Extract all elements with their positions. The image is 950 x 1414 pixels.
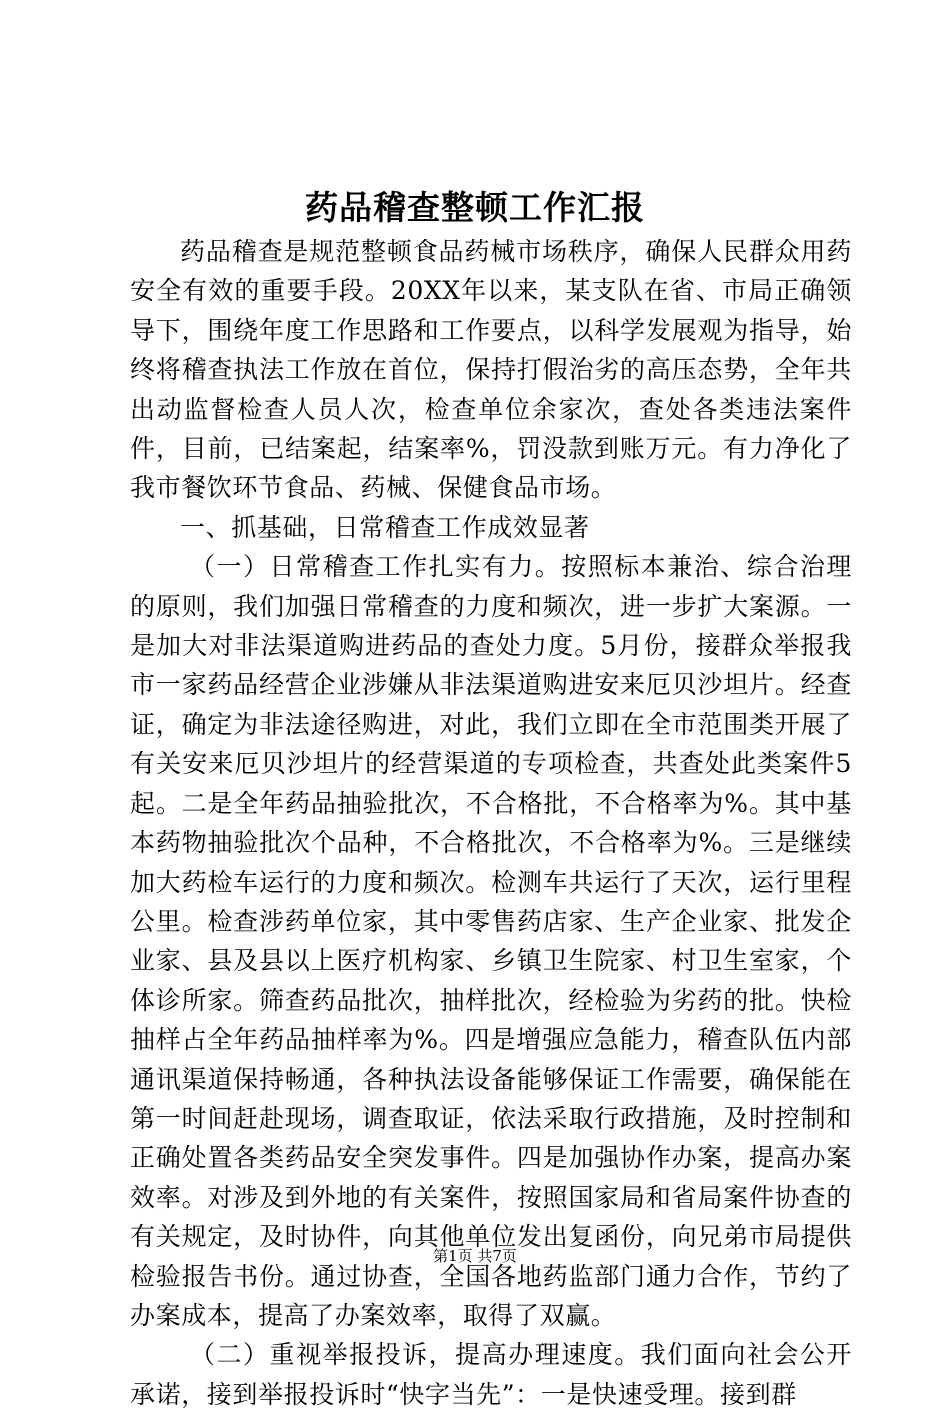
document-body (130, 232, 852, 1414)
paragraph-subsection-2: （二）重视举报投诉，提高办理速度。我们面向社会公开承诺，接到举报投诉时“快字当先”：一是快速受理。接到群 (130, 1340, 852, 1409)
paragraph-intro: 药品稽查是规范整顿食品药械市场秩序，确保人民群众用药安全有效的重要手段。20XX年以来，某支队在省、市局正确领导下，围绕年度工作思路和工作要点，以科学发展观为指导，始终将稽查执法工作放在首位，保持打假治劣的高压态势，全年共出动监督检查人员人次，检查单位余家次，查处各类违法案件件，目前，已结案起，结案率%，罚没款到账万元。有力净化了我市餐饮环节食品、药械、保健食品市场。 (130, 237, 852, 503)
document-title: 药品稽查整顿工作汇报 (305, 188, 645, 227)
paragraph-subsection-1: （一）日常稽查工作扎实有力。按照标本兼治、综合治理的原则，我们加强日常稽查的力度和频次，进一步扩大案源。一是加大对非法渠道购进药品的查处力度。5月份，接群众举报我市一家药品经营企业涉嫌从非法渠道购进安来厄贝沙坦片。经查证，确定为非法途径购进，对此，我们立即在全市范围类开展了有关安来厄贝沙坦片的经营渠道的专项检查，共查处此类案件5起。二是全年药品抽验批次，不合格批，不合格率为%。其中基本药物抽验批次个品种，不合格批次，不合格率为%。三是继续加大药检车运行的力度和频次。检测车共运行了天次，运行里程公里。检查涉药单位家，其中零售药店家、生产企业家、批发企业家、县及县以上医疗机构家、乡镇卫生院家、村卫生室家，个体诊所家。筛查药品批次，抽样批次，经检验为劣药的批。快检抽样占全年药品抽样率为%。四是增强应急能力，稽查队伍内部通讯渠道保持畅通，各种执法设备能够保证工作需要，确保能在第一时间赶赴现场，调查取证，依法采取行政措施，及时控制和正确处置各类药品安全突发事件。四是加强协作办案，提高办案效率。对涉及到外地的有关案件，按照国家局和省局案件协查的有关规定，及时协件，向其他单位发出复函份，向兄弟市局提供检验报告书份。通过协查，全国各地药监部门通力合作，节约了办案成本，提高了办案效率，取得了双赢。 (130, 552, 852, 1330)
page-footer: 第1页 共7页 (433, 1247, 517, 1265)
section-heading: 一、抓基础，日常稽查工作成效显著 (180, 512, 590, 542)
